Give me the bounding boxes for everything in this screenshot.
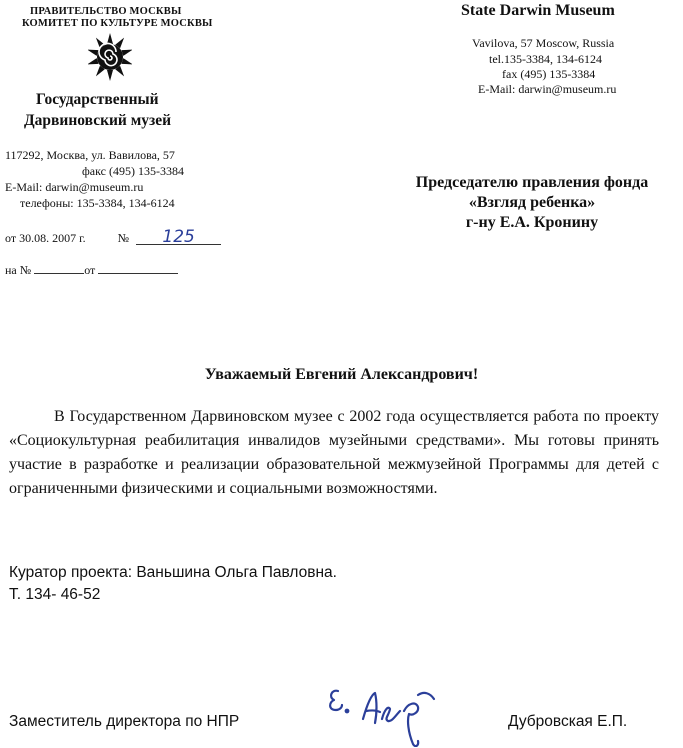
outgoing-date: от 30.08. 2007 г. [5, 231, 86, 245]
ref-number-label: на № [5, 263, 32, 277]
signer-name: Дубровская Е.П. [508, 713, 628, 730]
outgoing-number: 125 [136, 230, 221, 245]
museum-fax: факс (495) 135-3384 [82, 164, 184, 178]
letter-greeting: Уважаемый Евгений Александрович! [204, 366, 479, 383]
museum-address: 117292, Москва, ул. Вавилова, 57 [5, 148, 175, 162]
english-fax: fax (495) 135-3384 [502, 67, 596, 81]
curator-phone: Т. 134- 46-52 [9, 586, 101, 603]
ref-date-blank [98, 263, 178, 274]
museum-phones: телефоны: 135-3384, 134-6124 [20, 196, 175, 210]
english-email: E-Mail: darwin@museum.ru [478, 82, 617, 96]
english-tel: tel.135-3384, 134-6124 [489, 52, 602, 66]
museum-name-line-2: Дарвиновский музей [24, 112, 172, 129]
museum-name-english: State Darwin Museum [461, 2, 615, 19]
museum-email: E-Mail: darwin@museum.ru [5, 180, 144, 194]
addressee-line-1: Председателю правления фонда [415, 174, 649, 191]
handwritten-signature [318, 677, 458, 747]
curator-line: Куратор проекта: Ваньшина Ольга Павловна. [9, 564, 337, 581]
signer-title: Заместитель директора по НПР [9, 713, 240, 730]
museum-logo-icon [88, 32, 132, 82]
gov-line-2: КОМИТЕТ ПО КУЛЬТУРЕ МОСКВЫ [22, 18, 213, 29]
museum-name-line-1: Государственный [36, 91, 159, 108]
ref-from-label: от [84, 263, 96, 277]
english-address: Vavilova, 57 Moscow, Russia [472, 36, 615, 50]
outgoing-date-line [5, 227, 221, 247]
gov-line-1: ПРАВИТЕЛЬСТВО МОСКВЫ [30, 6, 182, 17]
reference-line [5, 263, 178, 278]
number-label: № [117, 231, 130, 245]
letter-body: В Государственном Дарвиновском музее с 2002 года осуществляется работа по проекту «Социокультурная реабилитация инвалидов музейными средствами». Мы готовы принять участие в разработке и реализации образовательной межмузейной Программы для детей с ограниченными физическими и социальными возможностями. [9, 408, 659, 497]
ref-number-blank [34, 263, 84, 274]
addressee-line-3: г-ну Е.А. Кронину [465, 214, 599, 231]
addressee-line-2: «Взгляд ребенка» [468, 194, 596, 211]
